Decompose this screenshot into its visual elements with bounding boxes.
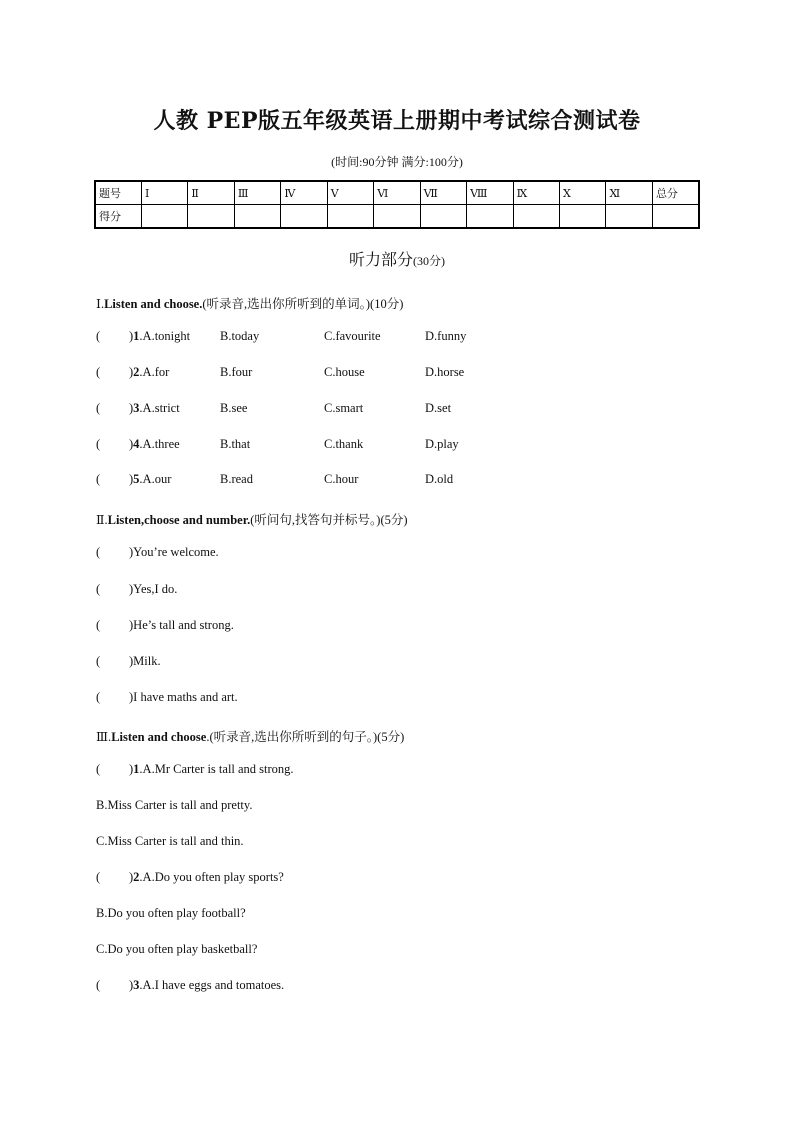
option-a: .A.I have eggs and tomatoes. — [139, 978, 285, 992]
option-b: B.four — [220, 365, 253, 379]
option-c: C.smart — [324, 401, 364, 415]
answer-close: ) — [129, 365, 134, 379]
part2-title: Listen,choose and number. — [107, 513, 251, 527]
part1-heading — [96, 294, 403, 312]
score-table — [94, 180, 700, 229]
option-a: .A.three — [139, 437, 180, 451]
option-b: B.read — [220, 472, 253, 486]
question-number: 1 — [133, 329, 140, 343]
part2-roman: Ⅱ. — [96, 513, 108, 527]
response-text: )I have maths and art. — [129, 690, 238, 704]
score-cell[interactable] — [560, 205, 606, 229]
option-d: D.old — [425, 472, 454, 486]
score-cell[interactable] — [188, 205, 234, 229]
answer-paren[interactable]: ( — [96, 618, 101, 632]
answer-paren[interactable]: ( — [96, 654, 101, 668]
answer-close: ) — [129, 870, 134, 884]
option-b: B.today — [220, 329, 260, 343]
part2-instruction: (听问句,找答句并标号。)(5分) — [250, 513, 408, 527]
score-table-score-row — [95, 205, 699, 229]
score-table-header-row — [95, 181, 699, 205]
answer-paren[interactable]: ( — [96, 437, 101, 451]
part3-heading — [96, 727, 404, 745]
question-number: 2 — [133, 365, 140, 379]
header-cell-8: Ⅷ — [467, 181, 513, 205]
answer-paren[interactable]: ( — [96, 365, 101, 379]
header-cell-10: Ⅹ — [560, 181, 606, 205]
header-cell-9: Ⅸ — [513, 181, 559, 205]
response-text: )Yes,I do. — [129, 582, 178, 596]
option-a: .A.Mr Carter is tall and strong. — [139, 762, 294, 776]
score-cell[interactable] — [141, 205, 187, 229]
exam-time-score: (时间:90分钟 满分:100分) — [331, 155, 463, 169]
score-cell[interactable] — [420, 205, 466, 229]
answer-paren[interactable]: ( — [96, 582, 101, 596]
answer-paren[interactable]: ( — [96, 329, 101, 343]
part3-q1-option-c: C.Miss Carter is tall and thin. — [96, 834, 244, 848]
header-cell-3: Ⅲ — [234, 181, 280, 205]
score-cell[interactable] — [467, 205, 513, 229]
part3-roman: Ⅲ. — [96, 730, 112, 744]
answer-paren[interactable]: ( — [96, 472, 101, 486]
answer-close: ) — [129, 437, 134, 451]
option-a: .A.tonight — [139, 329, 191, 343]
answer-close: ) — [129, 401, 134, 415]
answer-close: ) — [129, 762, 134, 776]
header-cell-total: 总分 — [652, 181, 699, 205]
option-d: D.funny — [425, 329, 467, 343]
score-cell[interactable] — [606, 205, 652, 229]
score-cell[interactable] — [281, 205, 327, 229]
listening-section-title — [0, 247, 794, 270]
answer-paren[interactable]: ( — [96, 762, 101, 776]
header-cell-5: Ⅴ — [327, 181, 373, 205]
answer-paren[interactable]: ( — [96, 690, 101, 704]
header-cell-11: Ⅺ — [606, 181, 652, 205]
listening-points: (30分) — [413, 254, 445, 268]
score-cell[interactable] — [327, 205, 373, 229]
option-d: D.play — [425, 437, 459, 451]
score-cell-total[interactable] — [652, 205, 699, 229]
answer-close: ) — [129, 329, 134, 343]
header-cell-7: Ⅶ — [420, 181, 466, 205]
part3-q2-option-c: C.Do you often play basketball? — [96, 942, 258, 956]
option-c: C.thank — [324, 437, 364, 451]
option-d: D.horse — [425, 365, 465, 379]
option-d: D.set — [425, 401, 452, 415]
answer-close: ) — [129, 978, 134, 992]
header-cell-6: Ⅵ — [374, 181, 420, 205]
response-text: )You’re welcome. — [129, 545, 219, 559]
answer-paren[interactable]: ( — [96, 545, 101, 559]
score-cell[interactable] — [234, 205, 280, 229]
score-cell[interactable] — [513, 205, 559, 229]
part3-title: Listen and choose — [111, 730, 207, 744]
header-cell-2: Ⅱ — [188, 181, 234, 205]
header-cell-label: 题号 — [95, 181, 141, 205]
response-text: )Milk. — [129, 654, 161, 668]
part2-heading — [96, 510, 408, 528]
question-number: 1 — [133, 762, 140, 776]
option-b: B.that — [220, 437, 251, 451]
page-title: 人教 PEP版五年级英语上册期中考试综合测试卷 — [153, 108, 641, 134]
question-number: 5 — [133, 472, 140, 486]
option-a: .A.strict — [139, 401, 180, 415]
option-c: C.favourite — [324, 329, 381, 343]
option-a: .A.Do you often play sports? — [139, 870, 284, 884]
part3-instruction: .(听录音,选出你所听到的句子。)(5分) — [206, 730, 405, 744]
question-number: 3 — [133, 978, 140, 992]
header-cell-4: Ⅳ — [281, 181, 327, 205]
part1-title: Listen and choose. — [104, 297, 203, 311]
part1-roman: Ⅰ. — [96, 297, 105, 311]
answer-close: ) — [129, 472, 134, 486]
answer-paren[interactable]: ( — [96, 401, 101, 415]
option-a: .A.for — [139, 365, 170, 379]
answer-paren[interactable]: ( — [96, 978, 101, 992]
part1-instruction: (听录音,选出你所听到的单词。)(10分) — [202, 297, 404, 311]
question-number: 4 — [133, 437, 140, 451]
part3-q2-option-b: B.Do you often play football? — [96, 906, 246, 920]
option-a: .A.our — [139, 472, 172, 486]
option-c: C.house — [324, 365, 365, 379]
part3-q1-option-b: B.Miss Carter is tall and pretty. — [96, 798, 253, 812]
option-c: C.hour — [324, 472, 359, 486]
question-number: 2 — [133, 870, 140, 884]
score-cell[interactable] — [374, 205, 420, 229]
option-b: B.see — [220, 401, 248, 415]
score-row-label: 得分 — [95, 205, 141, 229]
question-number: 3 — [133, 401, 140, 415]
listening-title: 听力部分 — [348, 252, 413, 269]
response-text: )He’s tall and strong. — [129, 618, 234, 632]
header-cell-1: Ⅰ — [141, 181, 187, 205]
answer-paren[interactable]: ( — [96, 870, 101, 884]
